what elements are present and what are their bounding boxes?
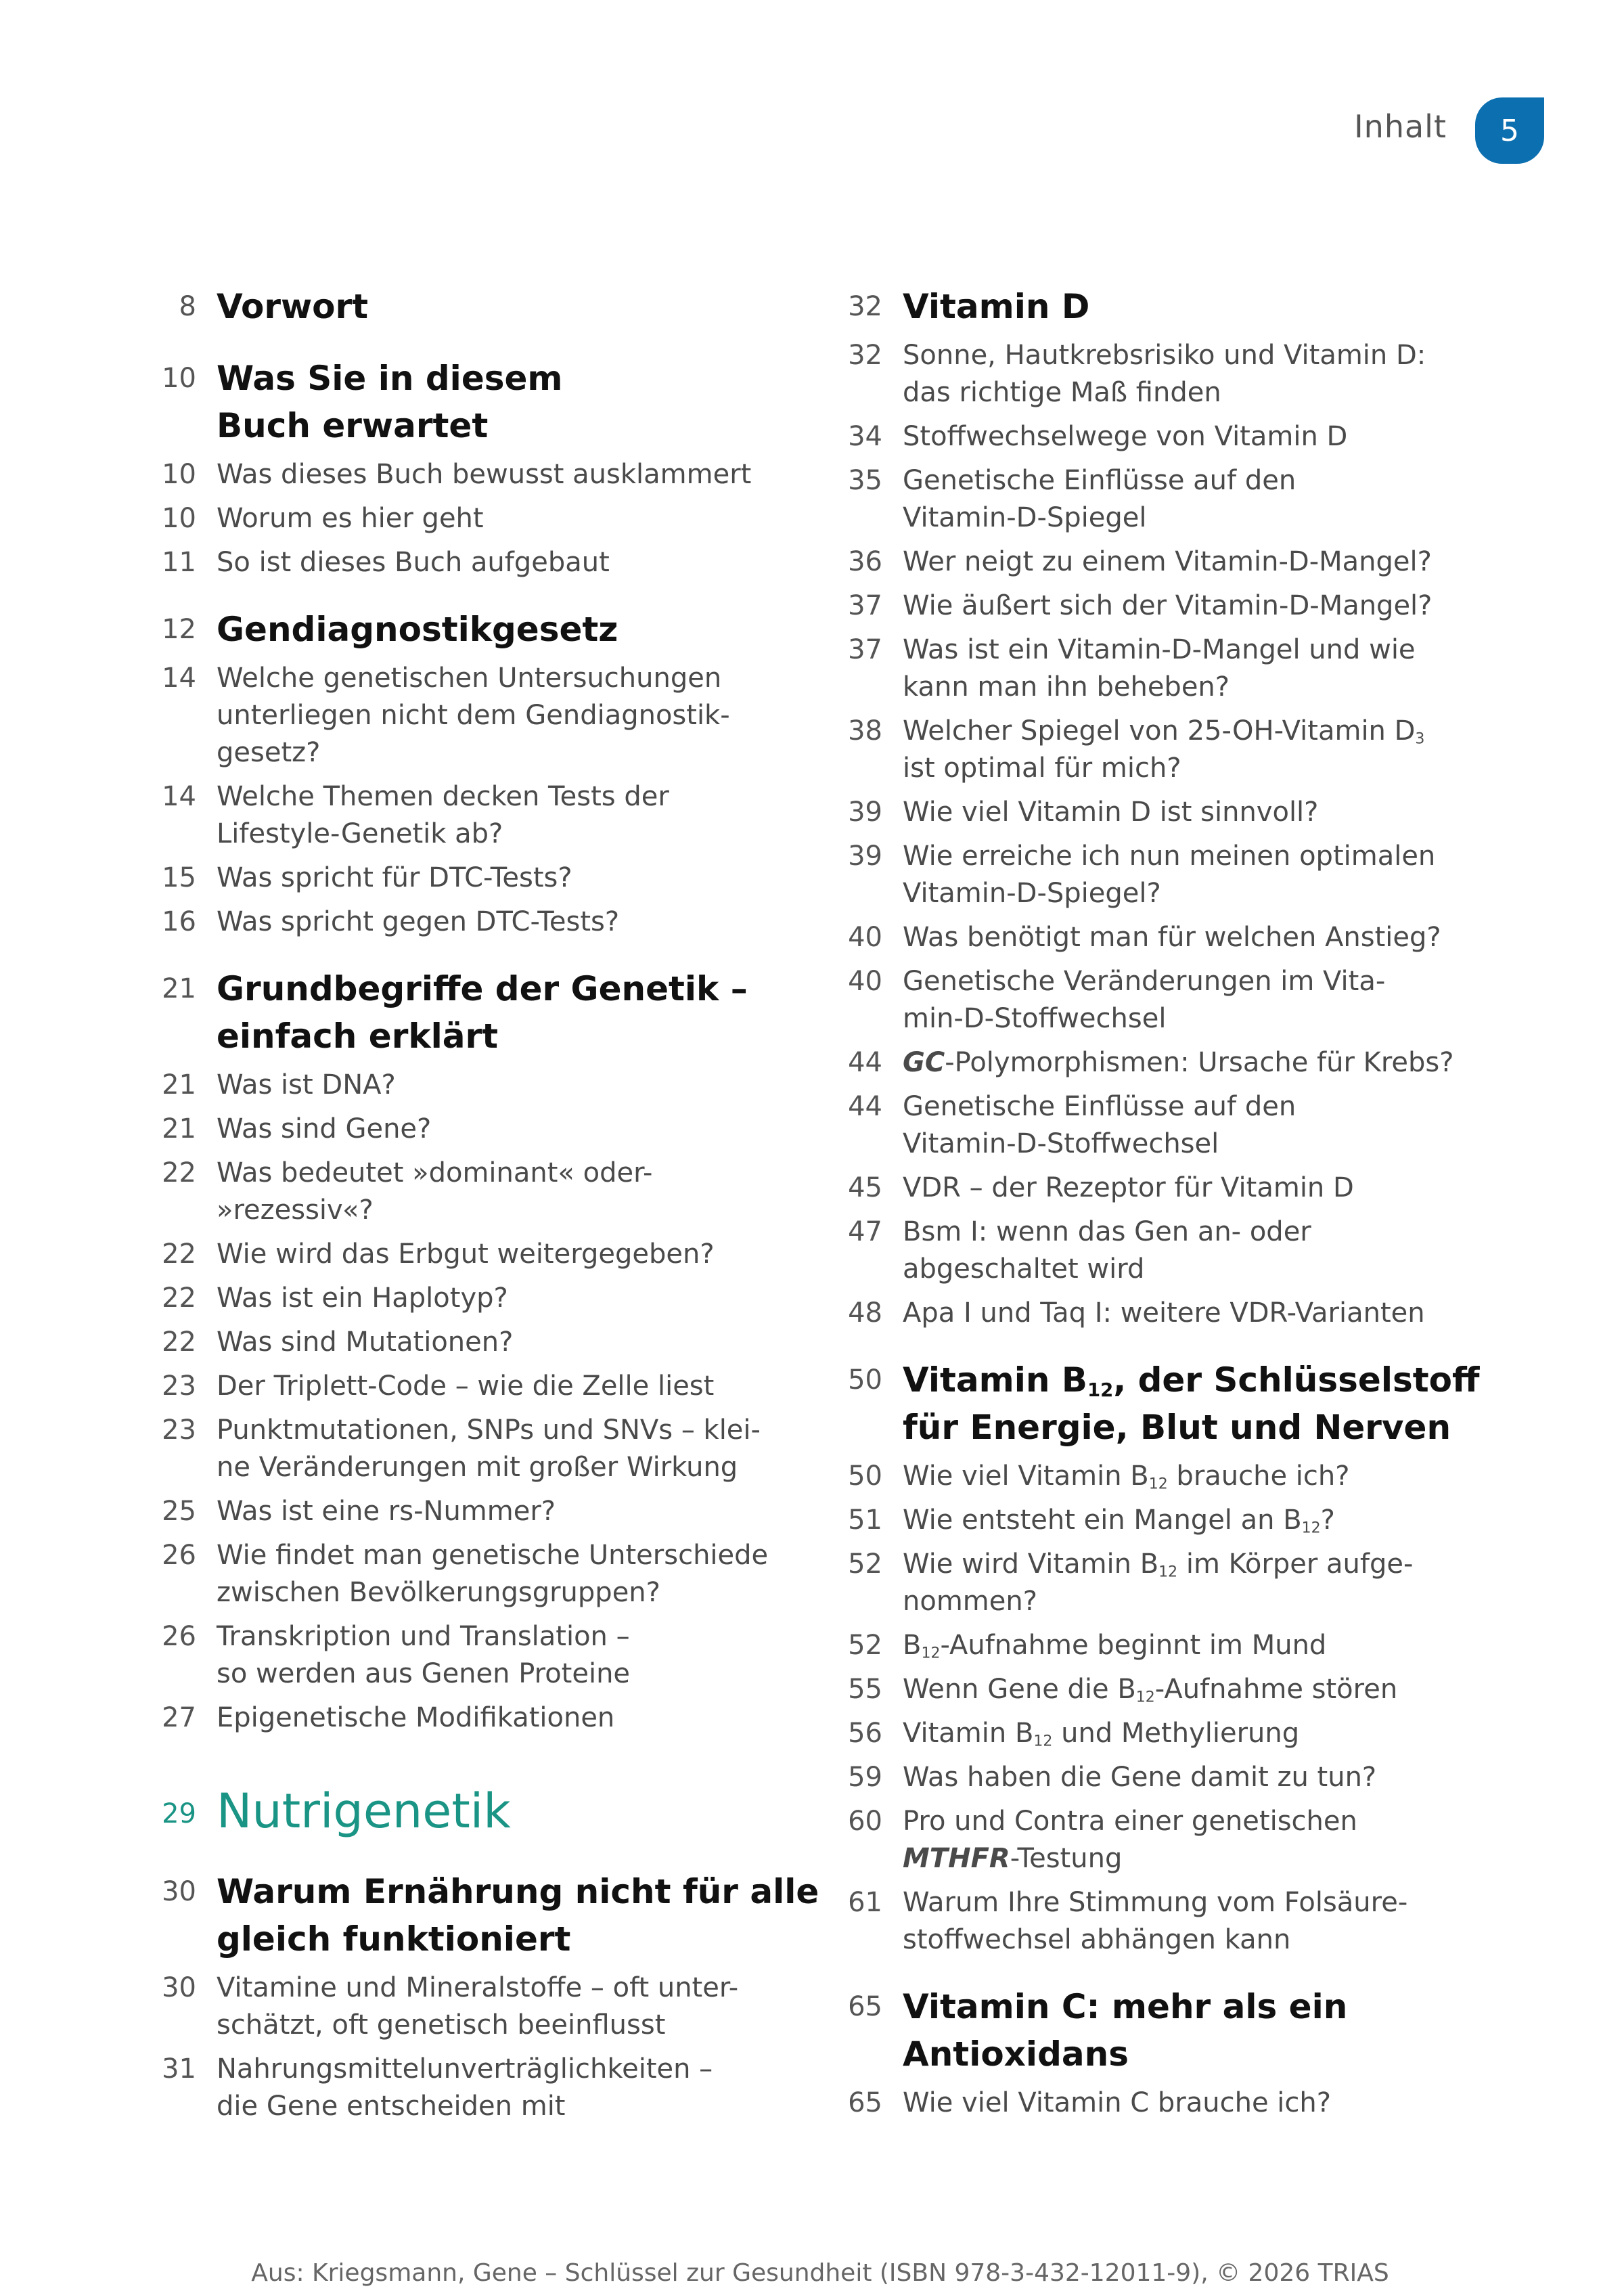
toc-item[interactable] <box>821 1671 1498 1708</box>
page-number: 10 <box>162 459 196 490</box>
text-segment: , der Schlüsselstoff <box>1113 1360 1480 1400</box>
toc-item[interactable] <box>821 418 1498 455</box>
text-segment: Wie entsteht ein Mangel an B <box>903 1505 1302 1536</box>
page-number: 12 <box>162 614 196 645</box>
toc-item[interactable] <box>135 1618 812 1693</box>
toc-item[interactable] <box>821 1715 1498 1752</box>
text-segment: Wenn Gene die B <box>903 1674 1136 1705</box>
title-line: so werden aus Genen Proteine <box>217 1658 631 1689</box>
entry-title <box>217 500 484 537</box>
title-line: Worum es hier geht <box>217 503 484 534</box>
toc-chapter[interactable] <box>135 965 812 1060</box>
entry-title <box>217 1067 396 1104</box>
gene-name: MTHFR <box>903 1843 1010 1874</box>
page-number: 65 <box>848 2087 882 2118</box>
text-segment: Vitamin B <box>903 1360 1087 1400</box>
text-segment: ? <box>1320 1505 1335 1536</box>
entry-title <box>903 587 1432 625</box>
title-line <box>903 1546 1413 1583</box>
page-number: 23 <box>162 1415 196 1446</box>
subscript: 12 <box>1087 1379 1114 1401</box>
toc-item[interactable] <box>821 1803 1498 1877</box>
entry-title <box>903 794 1318 831</box>
title-line: Sonne, Hautkrebsrisiko und Vitamin D: <box>903 340 1426 371</box>
title-line: für Energie, Blut und Nerven <box>903 1408 1451 1447</box>
toc-item[interactable] <box>821 1044 1498 1082</box>
entry-title <box>903 462 1296 537</box>
entry-title <box>903 1715 1299 1752</box>
page-number: 47 <box>848 1216 882 1247</box>
title-line: Vitamin-D-Spiegel? <box>903 878 1161 909</box>
entry-title <box>903 963 1385 1038</box>
title-line: Was dieses Buch bewusst ausklammert <box>217 459 752 490</box>
title-line: min-D-Stoffwechsel <box>903 1003 1167 1034</box>
running-header-title: Inhalt <box>1354 108 1447 145</box>
entry-title <box>217 904 619 941</box>
entry-title <box>217 1969 738 2044</box>
page-number: 48 <box>848 1297 882 1329</box>
text-segment: Wie wird Vitamin B <box>903 1549 1159 1580</box>
text-segment: Welcher Spiegel von 25-OH-Vitamin D <box>903 715 1416 747</box>
toc-item[interactable] <box>135 1155 812 1229</box>
page-number: 34 <box>848 421 882 452</box>
page-number: 30 <box>162 1876 196 1907</box>
title-line <box>903 1715 1299 1752</box>
page-number: 10 <box>162 363 196 394</box>
toc-item[interactable] <box>821 462 1498 537</box>
page-number: 8 <box>179 291 196 322</box>
title-line: Was Sie in diesem <box>217 359 563 398</box>
text-segment: -Testung <box>1010 1843 1123 1874</box>
text-segment: -Aufnahme beginnt im Mund <box>940 1630 1327 1661</box>
text-segment: Wie viel Vitamin B <box>903 1461 1149 1492</box>
toc-item[interactable] <box>135 660 812 772</box>
entry-title <box>217 1493 556 1530</box>
page-number: 45 <box>848 1172 882 1203</box>
entry-title <box>903 283 1089 330</box>
toc-item[interactable] <box>821 1884 1498 1959</box>
page-number: 21 <box>162 1113 196 1144</box>
page-number: 40 <box>848 922 882 953</box>
text-segment: -Aufnahme stören <box>1154 1674 1398 1705</box>
page-number: 29 <box>162 1798 196 1829</box>
title-line: Vitamin-D-Spiegel <box>903 502 1147 533</box>
title-line: Was spricht gegen DTC-Tests? <box>217 906 620 937</box>
toc-item[interactable] <box>821 1170 1498 1207</box>
title-line: nommen? <box>903 1586 1037 1617</box>
title-line: Genetische Veränderungen im Vita- <box>903 966 1386 997</box>
toc-item[interactable] <box>821 919 1498 956</box>
title-line: Warum Ihre Stimmung vom Folsäure- <box>903 1887 1408 1918</box>
page-number: 22 <box>162 1283 196 1314</box>
toc-chapter[interactable] <box>821 283 1498 330</box>
page-number: 52 <box>848 1630 882 1661</box>
entry-title <box>903 1088 1296 1163</box>
entry-title <box>217 1324 513 1361</box>
toc-item[interactable] <box>821 587 1498 625</box>
entry-title <box>903 919 1441 956</box>
title-line: Was benötigt man für welchen Anstieg? <box>903 922 1441 953</box>
title-line: Was sind Mutationen? <box>217 1327 514 1358</box>
page-number: 60 <box>848 1806 882 1837</box>
toc-item[interactable] <box>135 544 812 581</box>
page-number: 37 <box>848 634 882 665</box>
toc-column-right <box>821 283 1498 2129</box>
title-line: Wie viel Vitamin D ist sinnvoll? <box>903 797 1319 828</box>
page-number: 22 <box>162 1327 196 1358</box>
title-line: Welche genetischen Untersuchungen <box>217 663 722 694</box>
toc-item[interactable] <box>135 1324 812 1361</box>
toc-item[interactable] <box>135 1280 812 1317</box>
entry-title <box>903 1044 1453 1082</box>
title-line: Vitamin D <box>903 287 1090 326</box>
page-number: 51 <box>848 1505 882 1536</box>
title-line: Genetische Einflüsse auf den <box>903 465 1296 496</box>
entry-title <box>903 1214 1311 1288</box>
page-number: 32 <box>848 340 882 371</box>
page-number: 25 <box>162 1496 196 1527</box>
entry-title <box>217 1699 614 1737</box>
title-line: Wie findet man genetische Unterschiede <box>217 1540 769 1571</box>
title-line: kann man ihn beheben? <box>903 671 1230 703</box>
title-line: Pro und Contra einer genetischen <box>903 1806 1357 1837</box>
page-number: 50 <box>848 1364 882 1396</box>
title-line <box>903 1627 1326 1664</box>
title-line: die Gene entscheiden mit <box>217 2091 566 2122</box>
title-line: Vitamine und Mineralstoffe – oft unter- <box>217 1972 739 2003</box>
title-line: zwischen Bevölkerungsgruppen? <box>217 1577 660 1608</box>
toc-item[interactable] <box>821 543 1498 581</box>
title-line: gleich funktioniert <box>217 1919 571 1959</box>
page-number: 36 <box>848 546 882 577</box>
subscript: 12 <box>1135 1689 1155 1706</box>
entry-title <box>217 860 572 897</box>
toc-item[interactable] <box>135 778 812 853</box>
toc-item[interactable] <box>135 1493 812 1530</box>
title-line: Punktmutationen, SNPs und SNVs – klei- <box>217 1415 761 1446</box>
entry-title <box>903 838 1435 912</box>
page-number: 26 <box>162 1540 196 1571</box>
toc-item[interactable] <box>135 1236 812 1273</box>
title-line: Warum Ernährung nicht für alle <box>217 1872 819 1911</box>
text-segment: B <box>903 1630 922 1661</box>
entry-title <box>903 1295 1425 1332</box>
title-line: Was ist DNA? <box>217 1069 396 1100</box>
title-line: unterliegen nicht dem Gendiagnostik- <box>217 700 730 731</box>
toc-part-title[interactable] <box>135 1784 812 1844</box>
toc-item[interactable] <box>821 1088 1498 1163</box>
entry-title <box>217 660 730 772</box>
entry-title <box>903 1803 1357 1877</box>
title-line: Was ist ein Haplotyp? <box>217 1283 508 1314</box>
title-line: schätzt, oft genetisch beeinflusst <box>217 2009 666 2041</box>
subscript: 12 <box>921 1645 941 1662</box>
title-line <box>903 1356 1479 1404</box>
title-line: Bsm I: wenn das Gen an- oder <box>903 1216 1311 1247</box>
text-segment: Vitamin B <box>903 1718 1034 1749</box>
subscript: 3 <box>1415 730 1425 748</box>
page-number: 39 <box>848 841 882 872</box>
title-line: abgeschaltet wird <box>903 1253 1145 1285</box>
toc-column-left <box>135 283 819 2132</box>
toc-chapter[interactable] <box>135 1868 819 1963</box>
toc-item[interactable] <box>135 860 812 897</box>
page-number: 31 <box>162 2053 196 2085</box>
page-number: 14 <box>162 781 196 812</box>
title-line: gesetz? <box>217 737 321 768</box>
entry-title <box>903 1170 1354 1207</box>
entry-title <box>903 631 1416 706</box>
title-line: Gendiagnostikgesetz <box>217 610 618 649</box>
toc-item[interactable] <box>821 1502 1498 1539</box>
entry-title <box>217 283 368 330</box>
title-line: Transkription und Translation – <box>217 1621 630 1652</box>
page-number: 50 <box>848 1461 882 1492</box>
title-line: Wie äußert sich der Vitamin-D-Mangel? <box>903 590 1433 621</box>
toc-item[interactable] <box>135 904 812 941</box>
page-number: 22 <box>162 1157 196 1188</box>
title-line <box>903 1671 1397 1708</box>
page-number: 16 <box>162 906 196 937</box>
entry-title <box>903 1502 1335 1539</box>
title-line: Was ist eine rs-Nummer? <box>217 1496 556 1527</box>
toc-item[interactable] <box>135 1537 812 1611</box>
entry-title <box>217 1111 431 1148</box>
footer-citation: Aus: Kriegsmann, Gene – Schlüssel zur Gesundheit (ISBN 978-3-432-12011-9), © 2026 TRIAS <box>251 2259 1389 2287</box>
title-line: Der Triplett-Code – wie die Zelle liest <box>217 1371 715 1402</box>
title-line: Vorwort <box>217 287 369 326</box>
toc-item[interactable] <box>821 1759 1498 1796</box>
page-number: 61 <box>848 1887 882 1918</box>
entry-title <box>903 1546 1413 1620</box>
toc-item[interactable] <box>821 838 1498 912</box>
title-line: Nutrigenetik <box>217 1783 511 1839</box>
toc-item[interactable] <box>135 456 812 493</box>
page-number: 21 <box>162 973 196 1004</box>
title-line: Was bedeutet »dominant« oder- <box>217 1157 653 1188</box>
entry-title <box>217 1280 508 1317</box>
entry-title <box>217 606 618 653</box>
entry-title <box>217 965 748 1060</box>
gene-name: GC <box>903 1047 945 1078</box>
entry-title <box>217 1537 768 1611</box>
toc-chapter[interactable] <box>135 355 812 449</box>
title-line: Nahrungsmittelunverträglichkeiten – <box>217 2053 713 2085</box>
entry-title <box>217 456 751 493</box>
page-number: 21 <box>162 1069 196 1100</box>
title-line: Apa I und Taq I: weitere VDR-Varianten <box>903 1297 1425 1329</box>
entry-title <box>903 337 1426 411</box>
toc-item[interactable] <box>821 794 1498 831</box>
toc-item[interactable] <box>135 1699 812 1737</box>
entry-title <box>217 2051 713 2125</box>
entry-title <box>217 544 610 581</box>
title-line <box>903 1044 1453 1082</box>
toc-chapter[interactable] <box>821 1356 1498 1451</box>
toc-chapter[interactable] <box>135 606 812 653</box>
title-line: Wie erreiche ich nun meinen optimalen <box>903 841 1436 872</box>
page-number: 32 <box>848 291 882 322</box>
page-number: 38 <box>848 715 882 747</box>
page-number: 55 <box>848 1674 882 1705</box>
entry-title <box>217 1784 511 1844</box>
page-number: 37 <box>848 590 882 621</box>
toc-item[interactable] <box>821 2085 1498 2122</box>
page-number: 27 <box>162 1702 196 1733</box>
subscript: 12 <box>1033 1733 1053 1750</box>
title-line <box>903 1502 1335 1539</box>
text-segment: brauche ich? <box>1167 1461 1350 1492</box>
toc-item[interactable] <box>821 1295 1498 1332</box>
toc-item[interactable] <box>821 1546 1498 1620</box>
title-line: Was spricht für DTC-Tests? <box>217 862 572 893</box>
entry-title <box>217 1155 652 1229</box>
entry-title <box>903 1884 1407 1959</box>
text-segment: und Methylierung <box>1052 1718 1300 1749</box>
entry-title <box>217 355 563 449</box>
title-line: Vitamin-D-Stoffwechsel <box>903 1128 1219 1159</box>
entry-title <box>217 1236 715 1273</box>
entry-title <box>903 713 1424 787</box>
page-number: 52 <box>848 1549 882 1580</box>
page-number-badge: 5 <box>1475 97 1544 164</box>
entry-title <box>903 543 1432 581</box>
entry-title <box>903 1983 1347 2078</box>
title-line: Was ist ein Vitamin-D-Mangel und wie <box>903 634 1416 665</box>
page-number: 26 <box>162 1621 196 1652</box>
text-segment: im Körper aufge- <box>1177 1549 1414 1580</box>
title-line <box>903 1458 1350 1495</box>
subscript: 12 <box>1148 1475 1168 1493</box>
entry-title <box>903 1356 1479 1451</box>
title-line: Welche Themen decken Tests der <box>217 781 669 812</box>
page-number: 14 <box>162 663 196 694</box>
toc-item[interactable] <box>821 1627 1498 1664</box>
title-line: Buch erwartet <box>217 406 489 445</box>
entry-title <box>903 2085 1331 2122</box>
entry-title <box>217 1412 761 1486</box>
page-number: 44 <box>848 1047 882 1078</box>
title-line: Vitamin C: mehr als ein <box>903 1987 1348 2026</box>
title-line: Grundbegriffe der Genetik – <box>217 969 748 1008</box>
entry-title <box>903 1458 1350 1495</box>
title-line: ist optimal für mich? <box>903 753 1181 784</box>
title-line: Was haben die Gene damit zu tun? <box>903 1762 1377 1793</box>
title-line: VDR – der Rezeptor für Vitamin D <box>903 1172 1354 1203</box>
page-number: 65 <box>848 1991 882 2022</box>
title-line: Wie wird das Erbgut weitergegeben? <box>217 1239 715 1270</box>
title-line <box>903 713 1424 750</box>
toc-item[interactable] <box>135 1067 812 1104</box>
entry-title <box>217 1368 714 1405</box>
title-line: Epigenetische Modifikationen <box>217 1702 615 1733</box>
toc-item[interactable] <box>135 2051 812 2125</box>
toc-item[interactable] <box>821 337 1498 411</box>
entry-title <box>217 778 669 853</box>
toc-chapter[interactable] <box>135 283 812 330</box>
title-line: Wie viel Vitamin C brauche ich? <box>903 2087 1331 2118</box>
title-line <box>903 1840 1357 1877</box>
page-number: 40 <box>848 966 882 997</box>
title-line: »rezessiv«? <box>217 1195 374 1226</box>
toc-item[interactable] <box>821 631 1498 706</box>
entry-title <box>903 1671 1397 1708</box>
title-line: Wer neigt zu einem Vitamin-D-Mangel? <box>903 546 1432 577</box>
toc-item[interactable] <box>821 713 1498 787</box>
entry-title <box>217 1868 819 1963</box>
page-number: 56 <box>848 1718 882 1749</box>
page-number: 30 <box>162 1972 196 2003</box>
page-number: 35 <box>848 465 882 496</box>
toc-item[interactable] <box>821 1458 1498 1495</box>
subscript: 12 <box>1301 1519 1321 1537</box>
title-line: Genetische Einflüsse auf den <box>903 1091 1296 1122</box>
title-line: ne Veränderungen mit großer Wirkung <box>217 1452 738 1483</box>
toc-item[interactable] <box>135 1412 812 1486</box>
entry-title <box>903 418 1347 455</box>
page-number: 44 <box>848 1091 882 1122</box>
title-line: Stoffwechselwege von Vitamin D <box>903 421 1348 452</box>
toc-item[interactable] <box>821 1214 1498 1288</box>
page-number: 39 <box>848 797 882 828</box>
page-number: 23 <box>162 1371 196 1402</box>
title-line: das richtige Maß finden <box>903 377 1221 408</box>
toc-item[interactable] <box>135 500 812 537</box>
page-number: 59 <box>848 1762 882 1793</box>
entry-title <box>903 1627 1326 1664</box>
entry-title <box>217 1618 630 1693</box>
title-line: Was sind Gene? <box>217 1113 432 1144</box>
entry-title <box>903 1759 1376 1796</box>
toc-chapter[interactable] <box>821 1983 1498 2078</box>
subscript: 12 <box>1158 1563 1178 1581</box>
title-line: Lifestyle-Genetik ab? <box>217 818 503 849</box>
page-number: 22 <box>162 1239 196 1270</box>
page-number: 15 <box>162 862 196 893</box>
toc-item[interactable] <box>135 1111 812 1148</box>
text-segment: -Polymorphismen: Ursache für Krebs? <box>945 1047 1454 1078</box>
toc-item[interactable] <box>821 963 1498 1038</box>
page-number: 11 <box>162 547 196 578</box>
toc-item[interactable] <box>135 1368 812 1405</box>
title-line: Antioxidans <box>903 2034 1129 2074</box>
toc-item[interactable] <box>135 1969 812 2044</box>
page-number: 10 <box>162 503 196 534</box>
title-line: einfach erklärt <box>217 1017 499 1056</box>
title-line: stoffwechsel abhängen kann <box>903 1924 1291 1955</box>
title-line: So ist dieses Buch aufgebaut <box>217 547 610 578</box>
